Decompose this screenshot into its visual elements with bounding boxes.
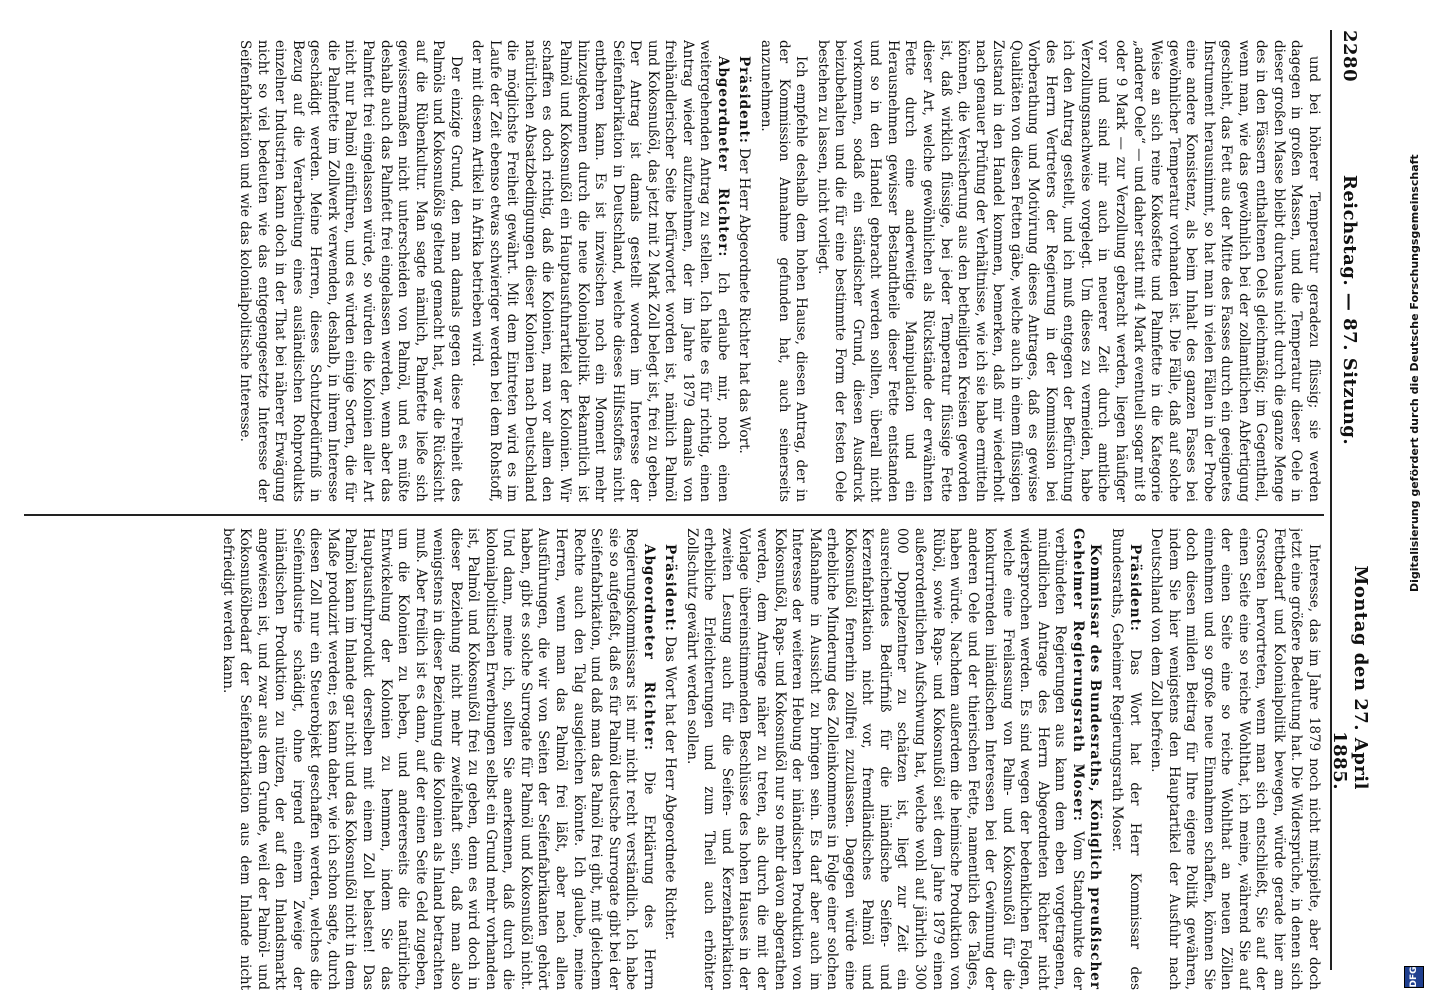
paragraph (735, 40, 753, 502)
paragraph (1107, 528, 1142, 990)
paragraph-text: Vom Standpunkte der verbündeten Regierungen aus kann dem eben vorgetragenen, mündlichen Antrage des Herrn Abgeordneten Richter nicht widersprochen werden. Es sind wegen der bedenklichen Folgen, welche eine Freilassung von Palm- und Kokosnußöl für die konkurrirenden inländischen Interessen bei der Gewinnung der anderen Oele und der thierischen Fette, namentlich des Talges, haben würde. Nachdem außerdem die heimische Produktion von Rüböl, sowie Raps- und Kokosnußöl seit dem Jahre 1879 einen außerordentlichen Aufschwung hat, welche wohl auf jährlich 300 000 Doppelzentner zu schätzen ist, liegt zur Zeit ein ausreichendes Bedürfniß für die inländische Seifen- und Kerzenfabrikation nicht vor, fremdländisches Palmöl und Kokosnußöl fernerhin zollfrei zuzulassen. Dagegen würde eine erhebliche Minderung des Zolleinkommens in Folge einer solchen Maßnahme in Aussicht zu bringen sein. Es darf aber auch im Interesse der weiteren Hebung der inländischen Produktion von Kokosnußöl, Raps- und Kokosnußöl nur so mehr davon abgerathen werden, dem Antrage näher zu treten, als durch die mit der Vorlage übereinstimmenden Beschlüsse des hohen Hauses in der zweiten Lesung auch für die Seifen- und Kerzenfabrikation erhebliche Erleichterungen und zum Theil auch erhöhter Zollschutz gewährt werden sollen. (683, 528, 1086, 990)
paragraph (813, 40, 1322, 502)
right-column (32, 528, 1322, 990)
paragraph-text: Das Wort hat der Herr Abgeordnete Richter. (662, 636, 679, 941)
paragraph-text: Ich empfehle deshalb dem hohen Hause, diesen Antrag, der in der Kommission Annahme gefunden hat, auch seinerseits anzunehmen. (758, 40, 810, 502)
paragraph-text: Die Erklärung des Herrn Regierungskommissars ist mir nicht recht verständlich. Ich habe sie so aufgefaßt, daß es für Palmöl deutsche Surrogate gibt bei der Seifenfabrikation, und daß man das Palmöl frei gibt, mit gleichem Rechte auch den Talg ausgleichen könnte. Ich glaube, meine Herren, wenn man das Palmöl frei läßt, aber nach allen Ausführungen, die wir von Seiten der Seifenfabrikanten gehört haben, gibt es solche Surrogate für Palmöl und Kokosnußöl nicht. Und dann, meine ich, sollten Sie anerkennen, daß durch die kolonialpolitischen Erwerbungen selbst ein Grund mehr vorhanden ist, Palmöl und Kokosnußöl frei zu geben, denn es wird doch in dieser Beziehung nicht mehr zweifelhaft sein, daß man also wenigstens in dieser Beziehung die Kolonien als Inland betrachten muß. Aber freilich ist es dann, auf der einen Seite Geld zugeben, um die Kolonien zu heben, und andererseits die natürliche Entwickelung der Kolonien zu hemmen, indem Sie das Hauptausfuhrprodukt derselben mit einem Zoll belasten! Das Palmöl kann im Inlande gar nicht und das Kokosnußöl nicht in dem Maße produzirt werden; es kann daher, wie ich schon sagte, durch diesen Zoll nur ein Steuerobjekt geschaffen werden, welches die Seifenindustrie schädigt, ohne irgend einem Zweige der inländischen Produktion zu nützen, der auf den Inlandsmarkt angewiesen ist, und zwar aus dem Grunde, weil der Palmöl- und Kokosnußölbedarf der Seifenfabrikation aus dem Inlande nicht befriedigt werden kann. (219, 528, 657, 990)
paragraph (468, 40, 731, 502)
speaker-name: Kommissar des Bundesraths, Königlich preußischer Geheimer Regierungsrath Moser: (1069, 528, 1104, 990)
paragraph (757, 40, 810, 502)
paragraph-text: Das Wort hat der Herr Kommissar des Bundesraths, Geheimer Regierungsrath Moser. (1108, 528, 1143, 990)
page-header (1330, 30, 1370, 790)
speaker-name: Abgeordneter Richter: (640, 544, 657, 751)
paragraph (1147, 528, 1322, 990)
paragraph (218, 528, 657, 990)
page-number: 2280 (1339, 30, 1361, 83)
paragraph-text: Der Herr Abgeordnete Richter hat das Wort. (736, 148, 753, 454)
speaker-name: Präsident: (736, 56, 753, 144)
dfg-logo: DFG (1404, 966, 1424, 988)
speaker-name: Präsident: (662, 544, 679, 632)
session-title: Reichstag. — 87. Sitzung. (1339, 174, 1361, 446)
paragraph (236, 40, 464, 502)
paragraph (661, 528, 679, 990)
paragraph-text: Der einzige Grund, den man damals gegen diese Freiheit des Palmöls und Kokosnußöls geltend gemacht hat, war die Rücksicht auf die Rübenkultur. Man sagte nämlich, Palmfette ließe sich gewissermaßen nicht unterscheiden von Palmöl, und es müßte deshalb auch das Palmfett frei eingelassen werden, wenn aber das Palmfett frei eingelassen würde, so würden die Kolonien aller Art nicht nur Palmöl einführen, und es würden einige Sorten, die für die Palmfette im Zollwerk verwenden, deshalb, in ihrem Interesse geschädigt werden. Meine Herren, dieses Schutzbedürfniß in Bezug auf die Verarbeitung eines ausländischen Rohprodukts einzelner Industrien kann doch in der That bei näherer Erwägung nicht so viel bedeuten wie das entgegengesetzte Interesse der Seifenfabrikation und wie das kolonialpolitische Interesse. (237, 40, 464, 502)
paragraph (682, 528, 1103, 990)
paragraph-text: Ich erlaube mir, noch einen weitergehenden Antrag zu stellen. Ich halte es für richtig, einen Antrag wieder aufzunehmen, der im Jahre 1879 damals von freihändlerischer Seite befürwortet worden ist, nämlich Palmöl und Kokosnußöl, das jetzt mit 2 Mark Zoll belegt ist, frei zu geben. Der Antrag ist damals gestellt worden im Interesse der Seifenfabrikation in Deutschland, welche dieses Hilfsstoffes nicht entbehren kann. Es ist inzwischen noch ein Moment mehr hinzugekommen durch die neue Kolonialpolitik. Bekanntlich ist Palmöl und Kokosnußöl ein Hauptausfuhrartikel der Kolonien. Wir schaffen es doch richtig, daß die Kolonien, man vor allem den natürlichen Absatzbedingungen dieser Kolonien nach Deutschland die möglichste Freiheit gewährt. Mit dem Eintreten wird es im Laufe der Zeit ebenso etwas schwieriger werden bei dem Rohstoff, der mit diesem Artikel in Afrika betrieben wird. (469, 40, 731, 502)
speaker-name: Präsident: (1126, 544, 1143, 632)
speaker-name: Abgeordneter Richter: (714, 56, 731, 258)
left-column (32, 40, 1322, 502)
header-rule (1330, 30, 1332, 970)
paragraph-text: und bei höherer Temperatur geradezu flüssig; sie werden dagegen in großen Massen, und die Temperatur dieser Oele in dieser großen Masse bleibt durchaus nicht durch die ganze Menge des in den Fässern enthaltenen Oels gleichmäßig; im Gegentheil, wenn man, wie das gewöhnlich bei der zollamtlichen Abfertigung geschieht, das Fett aus der Mitte des Fasses durch ein geeignetes Instrument herausnimmt, so hat man in vielen Fällen in der Probe eine andere Konsistenz, als beim Inhalt des ganzen Fasses bei gewöhnlicher Temperatur vorhanden ist. Die Fälle, daß auf solche Weise an sich reine Kokosfette und Palmfette in die Kategorie „anderer Oele“ — und daher statt mit 4 Mark eventuell sogar mit 8 oder 9 Mark — zur Verzollung gebracht werden, liegen häufiger vor und sind mir auch in neuerer Zeit durch amtliche Verzollungsnachweise vorgelegt. Um dieses zu vermeiden, habe ich den Antrag gestellt, und ich muß entgegen der Befürchtung des Herrn Vertreters der Regierung in der Kommission bei Vorberathung und Motivirung dieses Antrages, daß es gewisse Qualitäten von diesen Fetten gäbe, welche auch in einem flüssigen Zustand in den Handel kommen, bemerken, daß mir wiederholt nach genauer Prüfung der Verhältnisse, wie ich sie habe ermitteln können, die Versicherung aus den betheiligten Kreisen geworden ist, daß wirklich flüssige, bei jeder Temperatur flüssige Fette dieser Art, welche gewöhnlichen als Rückstände der erwähnten Fette durch eine anderweitige Manipulation und ein Herausnehmen gewisser Bestandtheile dieser Fette entstanden und so in den Handel gebracht werden sollten, überall nicht vorkommen, sodaß ein ständischer Grund, diesen Ausdruck beizubehalten und die für eine bestimmte Form der festen Oele bestehen zu lassen, nicht vorliegt. (814, 40, 1322, 502)
session-date: Montag den 27. April 1885. (1329, 565, 1371, 790)
digitization-credit: Digitalisierung gefördert durch die Deutsche Forschungsgemeinschaft (1407, 154, 1421, 592)
paragraph-text: Interesse, das im Jahre 1879 noch nicht mitspielte, aber doch jetzt eine größere Bedeutung hat. Die Widersprüche, in denen sich Fettbedarf und Kolonialpolitik bewegen, würde gerade hier am Grossten hervortreten, wenn man sich entschließt, Sie auf der einen Seite eine so reiche Wohlthat, ich meine, während Sie auf der einen Seite eine so reiche Wohlthat an neuen Zöllen einnehmen und so große neue Einnahmen schaffen, können Sie doch diesen milden Beitrag für Ihre eigene Politik gewähren, indem Sie hier wenigstens den Hauptartikel der Ausfuhr nach Deutschland von dem Zoll befreien. (1148, 528, 1322, 990)
column-divider (24, 514, 1324, 516)
